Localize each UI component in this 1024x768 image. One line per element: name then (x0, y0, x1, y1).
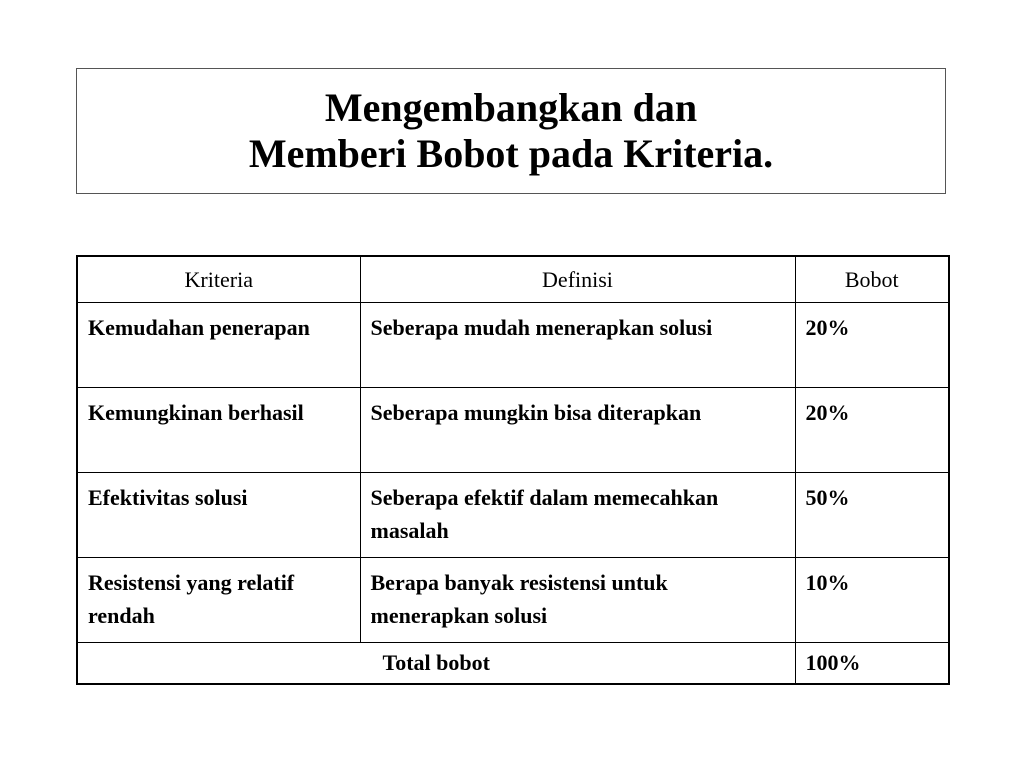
cell-kriteria: Kemungkinan berhasil (77, 387, 360, 472)
total-label: Total bobot (77, 642, 795, 684)
cell-kriteria: Resistensi yang relatif rendah (77, 557, 360, 642)
table-header-row (77, 256, 949, 302)
header-definisi: Definisi (360, 256, 795, 302)
cell-bobot: 20% (795, 302, 949, 387)
cell-bobot: 10% (795, 557, 949, 642)
table-row (77, 472, 949, 557)
table-total-row (77, 642, 949, 684)
slide-title-line-1: Mengembangkan dan (324, 85, 698, 130)
table-row (77, 302, 949, 387)
cell-kriteria: Efektivitas solusi (77, 472, 360, 557)
table-row (77, 387, 949, 472)
cell-bobot: 50% (795, 472, 949, 557)
criteria-table (76, 255, 950, 685)
criteria-table-wrapper (76, 255, 948, 685)
header-bobot: Bobot (795, 256, 949, 302)
total-value: 100% (795, 642, 949, 684)
cell-kriteria: Kemudahan penerapan (77, 302, 360, 387)
cell-definisi: Seberapa mungkin bisa diterapkan (360, 387, 795, 472)
slide-title-box (76, 68, 946, 194)
cell-definisi: Seberapa efektif dalam memecahkan masalah (360, 472, 795, 557)
table-row (77, 557, 949, 642)
header-kriteria: Kriteria (77, 256, 360, 302)
slide-title-line-2: Memberi Bobot pada Kriteria. (248, 131, 774, 176)
cell-bobot: 20% (795, 387, 949, 472)
cell-definisi: Seberapa mudah menerapkan solusi (360, 302, 795, 387)
cell-definisi: Berapa banyak resistensi untuk menerapkan solusi (360, 557, 795, 642)
